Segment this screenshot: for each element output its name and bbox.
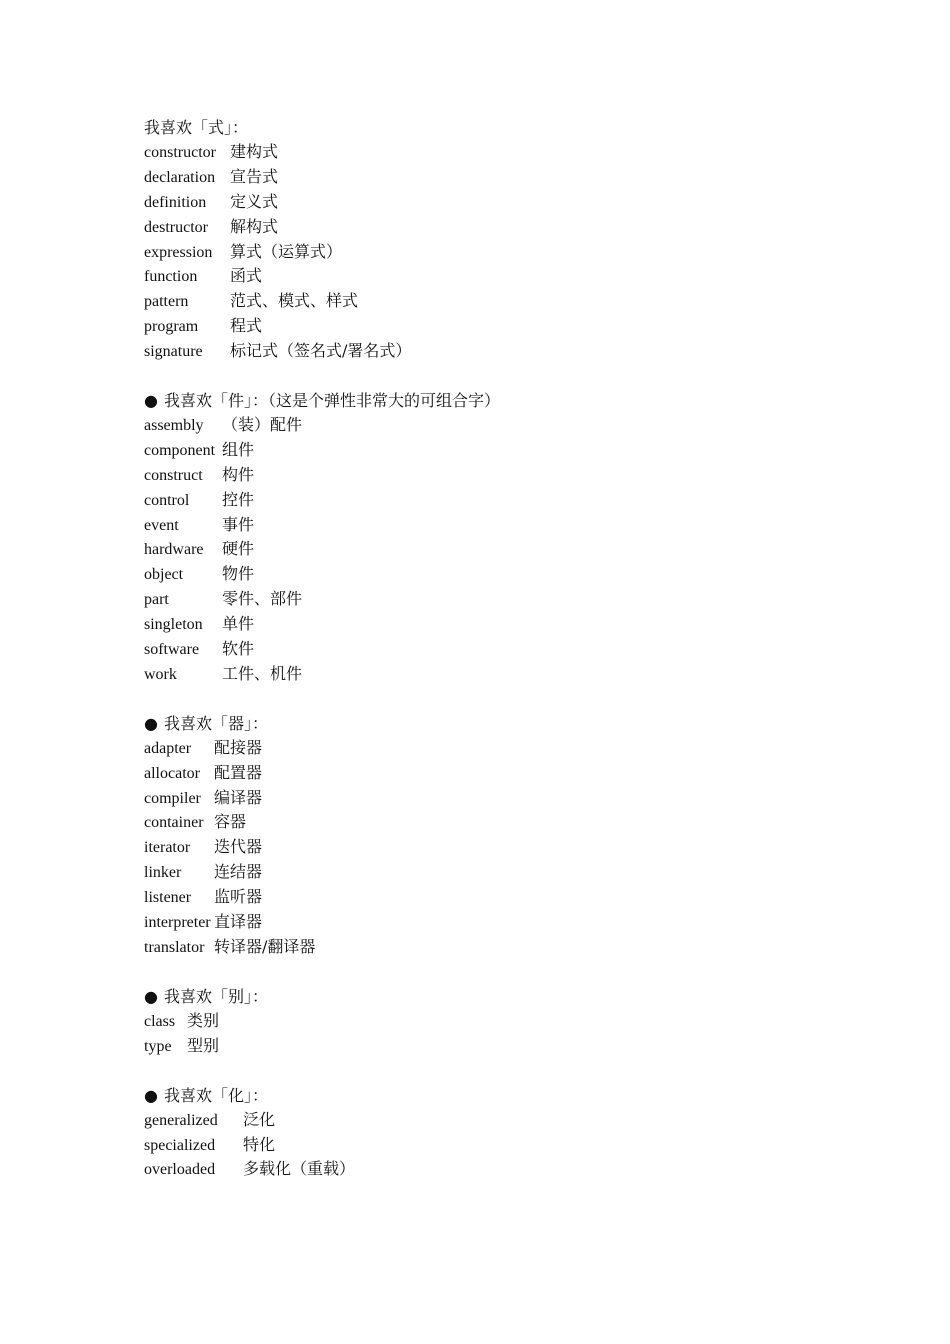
bullet-icon: ● [144,713,158,733]
section-heading [144,388,904,413]
glossary-section [144,1083,904,1183]
term-english: control [144,491,190,509]
term-translation: 范式、模式、样式 [230,291,359,311]
term-translation: 单件 [222,614,255,634]
section-heading [144,1083,904,1108]
term-english: pattern [144,293,189,311]
term-english: specialized [144,1136,216,1154]
term-english: iterator [144,839,191,857]
glossary-row [144,935,904,960]
glossary-row [144,1157,904,1182]
glossary-section [144,388,904,687]
term-english: listener [144,889,192,907]
glossary-row [144,736,904,761]
term-translation: 解构式 [230,216,279,236]
term-english: type [144,1037,172,1055]
bullet-icon: ● [144,986,158,1006]
term-translation: 构件 [222,464,255,484]
term-translation: 标记式（签名式/署名式） [230,341,412,361]
term-english: adapter [144,739,192,757]
glossary-row [144,1133,904,1158]
term-english: compiler [144,789,201,807]
term-translation: 编译器 [214,787,263,807]
term-translation: （装）配件 [222,415,303,435]
term-translation: 程式 [230,316,263,336]
term-translation: 物件 [222,564,255,584]
term-english: container [144,814,204,832]
glossary-row [144,810,904,835]
term-english: signature [144,343,203,361]
term-english: translator [144,938,205,956]
glossary-row [144,438,904,463]
term-translation: 工件、机件 [222,663,303,683]
glossary-row [144,413,904,438]
glossary-row [144,339,904,364]
term-english: construct [144,466,203,484]
term-translation: 定义式 [230,191,279,211]
section-heading [144,711,904,736]
term-english: object [144,566,184,584]
term-english: class [144,1012,176,1030]
term-translation: 软件 [222,639,255,659]
term-translation: 建构式 [230,142,279,161]
section-heading-text: 我喜欢「别」： [164,986,269,1006]
section-heading-text: 我喜欢「器」： [164,713,269,733]
glossary-row [144,1034,904,1059]
term-translation: 转译器/翻译器 [214,936,316,956]
bullet-icon: ● [144,391,158,411]
glossary-row [144,537,904,562]
glossary-row [144,885,904,910]
term-english: linker [144,864,182,882]
glossary-row [144,140,904,165]
glossary-row [144,1108,904,1133]
glossary-row [144,1009,904,1034]
term-english: software [144,641,200,659]
glossary-row [144,786,904,811]
term-translation: 宣告式 [230,166,279,186]
glossary-row [144,463,904,488]
term-english: singleton [144,616,203,634]
term-english: hardware [144,541,204,559]
term-translation: 配置器 [214,762,263,782]
glossary-row [144,289,904,314]
glossary-row [144,513,904,538]
glossary-row [144,761,904,786]
glossary-row [144,587,904,612]
term-translation: 函式 [230,266,263,286]
term-english: allocator [144,764,200,782]
term-translation: 直译器 [214,912,263,932]
term-english: generalized [144,1111,218,1129]
term-english: constructor [144,144,216,161]
term-english: declaration [144,168,216,186]
section-heading-text: 我喜欢「化」： [164,1085,269,1105]
term-translation: 容器 [214,812,247,832]
term-english: definition [144,193,207,211]
glossary-row [144,910,904,935]
glossary-row [144,488,904,513]
term-english: function [144,268,198,286]
term-translation: 监听器 [214,887,263,907]
term-translation: 控件 [222,489,255,509]
glossary-row [144,314,904,339]
term-english: component [144,441,216,459]
term-english: event [144,516,179,534]
term-translation: 连结器 [214,862,263,882]
glossary-row [144,637,904,662]
document-page [144,115,904,1206]
term-english: interpreter [144,914,211,932]
term-translation: 零件、部件 [222,589,303,609]
section-heading-text: 我喜欢「件」：（这是个弹性非常大的可组合字） [164,391,501,411]
term-translation: 泛化 [243,1109,276,1129]
section-heading-text: 我喜欢「式」： [144,118,249,137]
term-english: expression [144,243,213,261]
term-english: work [144,665,177,683]
term-translation: 类别 [187,1010,220,1030]
glossary-row [144,562,904,587]
glossary-section [144,115,904,364]
term-translation: 事件 [222,514,255,534]
glossary-row [144,835,904,860]
term-english: part [144,591,169,609]
term-english: program [144,318,199,336]
term-translation: 组件 [222,439,255,459]
term-translation: 配接器 [214,737,263,757]
glossary-row [144,662,904,687]
glossary-row [144,860,904,885]
term-translation: 迭代器 [214,837,263,857]
glossary-sections [144,115,904,1182]
section-heading [144,984,904,1009]
term-translation: 硬件 [222,539,255,559]
glossary-row [144,240,904,265]
section-heading [144,115,904,140]
term-english: assembly [144,417,204,435]
term-translation: 多载化（重载） [243,1159,356,1179]
glossary-section [144,711,904,960]
glossary-section [144,984,904,1059]
glossary-row [144,215,904,240]
glossary-row [144,264,904,289]
glossary-row [144,190,904,215]
term-translation: 算式（运算式） [230,241,343,261]
term-english: destructor [144,218,208,236]
term-translation: 特化 [243,1134,276,1154]
term-english: overloaded [144,1161,216,1179]
bullet-icon: ● [144,1085,158,1105]
term-translation: 型别 [187,1035,220,1055]
glossary-row [144,612,904,637]
glossary-row [144,165,904,190]
